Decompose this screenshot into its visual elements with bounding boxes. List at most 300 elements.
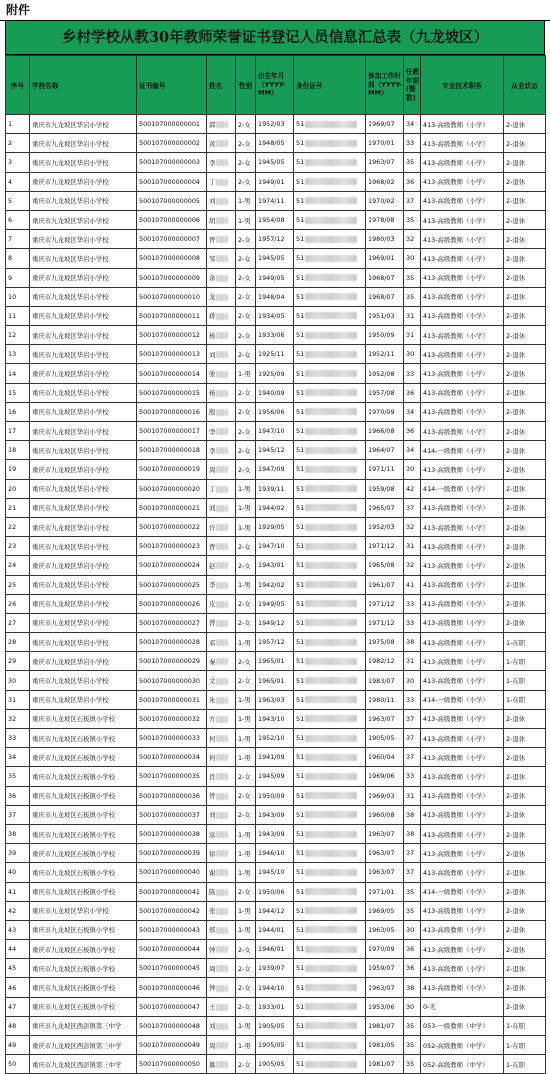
cell-name-text: 涂 (209, 830, 216, 839)
cell-birth-text: 1949/05 (258, 599, 285, 608)
cell-cert (137, 959, 207, 978)
cell-birth-text: 1943/10 (258, 714, 285, 723)
cell-title-text: 413-高级教师（小学） (423, 331, 489, 340)
cell-cert-text: 500107000000033 (139, 734, 200, 743)
cell-id-text: 51 (296, 887, 305, 896)
cell-school (30, 517, 137, 536)
cell-birth-text: 1965/01 (258, 676, 285, 685)
cell-no (6, 1016, 30, 1035)
cell-title (421, 517, 504, 536)
cell-birth (256, 556, 294, 575)
cell-cert-text: 500107000000038 (139, 830, 200, 839)
cell-no-text: 8 (8, 254, 13, 263)
cell-name-text: 张 (209, 907, 216, 916)
cell-work-text: 1905/05 (368, 734, 395, 743)
cell-status-text: 2-退休 (506, 158, 526, 167)
cell-cert (137, 326, 207, 345)
cell-title-text: 413-高级教师（小学） (423, 523, 489, 532)
cell-school-text: 重庆市九龙坡区华岩小学校 (32, 465, 109, 474)
cell-cert-text: 500107000000043 (139, 925, 200, 934)
cell-id (294, 364, 366, 383)
cell-birth (256, 844, 294, 863)
cell-work-text: 1965/07 (368, 503, 395, 512)
cell-name-text: 邹 (209, 254, 216, 263)
redacted-id-mask (305, 677, 357, 684)
cell-gender-text: 1-男 (238, 907, 251, 916)
cell-work (366, 556, 404, 575)
redacted-id-mask (305, 351, 357, 358)
cell-status (504, 287, 546, 306)
cell-gender-text: 1-男 (238, 849, 251, 858)
cell-status-text: 2-退休 (506, 600, 526, 609)
cell-school-text: 重庆市九龙坡区华岩小学校 (32, 178, 109, 187)
cell-status (504, 268, 546, 287)
cell-name-text: 曾 (209, 792, 216, 801)
cell-work (366, 882, 404, 901)
cell-work-text: 1980/11 (368, 695, 395, 704)
cell-title (421, 287, 504, 306)
cell-cert-text: 500107000000031 (139, 695, 200, 704)
cell-gender (236, 383, 256, 402)
cell-no (6, 767, 30, 786)
cell-name-text: 郑 (209, 926, 216, 935)
cell-gender (236, 1036, 256, 1055)
cell-birth (256, 671, 294, 690)
cell-name (207, 729, 236, 748)
cell-gender-text: 1-男 (238, 734, 251, 743)
cell-title-text: 413-高级教师（小学） (423, 389, 489, 398)
cell-cert (137, 345, 207, 364)
cell-name (207, 364, 236, 383)
cell-work (366, 210, 404, 229)
cell-work-text: 1971/12 (368, 542, 395, 551)
cell-years-text: 35 (406, 292, 415, 301)
cell-title (421, 364, 504, 383)
cell-name-text: 赵 (209, 561, 216, 570)
redacted-name-mask (216, 658, 228, 665)
redacted-name-mask (216, 313, 228, 320)
cell-status-text: 2-退休 (506, 792, 526, 801)
cell-birth-text: 1939/07 (258, 964, 285, 973)
cell-status-text: 1-在职 (506, 677, 526, 686)
cell-school (30, 997, 137, 1016)
cell-school-text: 重庆市九龙坡区华岩小学校 (32, 139, 109, 148)
cell-id (294, 959, 366, 978)
redacted-id-mask (305, 178, 357, 185)
cell-birth (256, 441, 294, 460)
cell-birth-text: 1965/01 (258, 657, 285, 666)
cell-id (294, 767, 366, 786)
cell-name-text: 张 (209, 370, 216, 379)
cell-title-text: 413-高级教师（小学） (423, 350, 489, 359)
cell-id (294, 690, 366, 709)
table-row (6, 1016, 546, 1035)
cell-gender (236, 613, 256, 632)
cell-birth-text: 1945/12 (258, 446, 285, 455)
cell-school (30, 383, 137, 402)
redacted-name-mask (216, 562, 228, 569)
cell-cert-text: 500107000000039 (139, 849, 200, 858)
cell-work (366, 671, 404, 690)
cell-birth-text: 1929/05 (258, 523, 285, 532)
cell-name (207, 920, 236, 939)
cell-cert-text: 500107000000022 (139, 523, 200, 532)
cell-cert (137, 172, 207, 191)
cell-birth-text: 1944/10 (258, 983, 285, 992)
cell-gender (236, 191, 256, 210)
cell-birth (256, 613, 294, 632)
cell-years (404, 1055, 421, 1074)
cell-school (30, 345, 137, 364)
cell-status (504, 729, 546, 748)
cell-gender-text: 2-女 (238, 408, 251, 417)
cell-no (6, 882, 30, 901)
cell-title (421, 326, 504, 345)
cell-years (404, 1016, 421, 1035)
cell-status-text: 2-退休 (506, 254, 526, 263)
cell-name (207, 556, 236, 575)
table-row (6, 594, 546, 613)
cell-no (6, 537, 30, 556)
cell-title-text: 413-高级教师（小学） (423, 619, 489, 628)
redacted-id-mask (305, 831, 357, 838)
cell-work-text: 1963/07 (368, 830, 395, 839)
cell-birth (256, 652, 294, 671)
cell-years-text: 38 (406, 810, 415, 819)
cell-id-text: 51 (296, 216, 305, 225)
cell-work-text: 1963/07 (368, 714, 395, 723)
cell-no (6, 824, 30, 843)
redacted-id-mask (305, 773, 357, 780)
cell-name-text: 刘 (209, 504, 216, 513)
cell-id (294, 115, 366, 134)
cell-status-text: 2-退休 (506, 907, 526, 916)
cell-name-text: 周 (209, 1041, 216, 1050)
cell-cert (137, 460, 207, 479)
cell-work (366, 479, 404, 498)
table-row (6, 940, 546, 959)
cell-gender (236, 249, 256, 268)
cell-birth (256, 153, 294, 172)
cell-school-text: 重庆市九龙坡区华岩小学校 (32, 638, 109, 647)
cell-school-text: 重庆市九龙坡区华岩小学校 (32, 389, 109, 398)
cell-gender (236, 517, 256, 536)
redacted-id-mask (305, 619, 357, 626)
redacted-name-mask (216, 735, 228, 742)
cell-work (366, 613, 404, 632)
cell-no-text: 17 (8, 427, 17, 436)
cell-title-text: 413-高级教师（小学） (423, 964, 489, 973)
cell-name (207, 498, 236, 517)
cell-years-text: 33 (406, 695, 415, 704)
cell-gender-text: 1-男 (238, 370, 251, 379)
cell-school-text: 重庆市九龙坡区石板镇小学校 (32, 715, 116, 724)
cell-no (6, 498, 30, 517)
cell-school-text: 重庆市九龙坡区华岩小学校 (32, 408, 109, 417)
cell-title (421, 1055, 504, 1074)
cell-gender-text: 2-女 (238, 984, 251, 993)
table-row (6, 172, 546, 191)
table-row (6, 729, 546, 748)
cell-gender-text: 2-女 (238, 619, 251, 628)
cell-status (504, 556, 546, 575)
cell-name (207, 287, 236, 306)
cell-id (294, 863, 366, 882)
cell-school (30, 306, 137, 325)
cell-birth-text: 1947/10 (258, 427, 285, 436)
cell-status (504, 230, 546, 249)
redacted-id-mask (305, 869, 357, 876)
redacted-id-mask (305, 466, 357, 473)
cell-no-text: 7 (8, 235, 13, 244)
cell-status (504, 383, 546, 402)
cell-title (421, 134, 504, 153)
cell-cert (137, 690, 207, 709)
cell-status-text: 2-退休 (506, 504, 526, 513)
table-row (6, 671, 546, 690)
table-row (6, 517, 546, 536)
cell-name-text: 邓 (209, 638, 216, 647)
cell-title (421, 594, 504, 613)
cell-work-text: 1970/09 (368, 945, 395, 954)
cell-school-text: 重庆市九龙坡区华岩小学校 (32, 331, 109, 340)
cell-no-text: 33 (8, 734, 17, 743)
cell-id-text: 51 (296, 676, 305, 685)
cell-cert (137, 1055, 207, 1074)
cell-cert (137, 633, 207, 652)
cell-birth-text: 1963/03 (258, 695, 285, 704)
cell-cert (137, 920, 207, 939)
cell-cert (137, 824, 207, 843)
cell-no-text: 20 (8, 484, 17, 493)
header-id: 身份证号 (294, 56, 366, 115)
header-status: 从业状态 (504, 56, 546, 115)
cell-school (30, 729, 137, 748)
cell-years-text: 37 (406, 196, 415, 205)
cell-title (421, 402, 504, 421)
cell-school-text: 重庆市九龙坡区华岩小学校 (32, 312, 109, 321)
cell-name-text: 丁 (209, 485, 216, 494)
cell-no (6, 940, 30, 959)
cell-gender (236, 210, 256, 229)
cell-status (504, 652, 546, 671)
cell-id-text: 51 (296, 484, 305, 493)
cell-school (30, 460, 137, 479)
redacted-name-mask (216, 754, 228, 761)
cell-title-text: 052-高级教师（中学） (423, 1060, 489, 1069)
cell-title-text: 413-高级教师（小学） (423, 235, 489, 244)
cell-birth (256, 191, 294, 210)
cell-title-text: 413-高级教师（小学） (423, 868, 489, 877)
redacted-name-mask (216, 716, 228, 723)
cell-id-text: 51 (296, 810, 305, 819)
cell-years (404, 901, 421, 920)
cell-id (294, 652, 366, 671)
redacted-id-mask (305, 1003, 357, 1010)
cell-no-text: 9 (8, 273, 13, 282)
cell-status (504, 134, 546, 153)
table-row (6, 556, 546, 575)
cell-id (294, 920, 366, 939)
cell-no (6, 422, 30, 441)
cell-id (294, 1055, 366, 1074)
redacted-id-mask (305, 140, 357, 147)
cell-no (6, 997, 30, 1016)
cell-birth (256, 824, 294, 843)
redacted-id-mask (305, 946, 357, 953)
cell-school (30, 537, 137, 556)
cell-id (294, 134, 366, 153)
redacted-name-mask (216, 524, 228, 531)
cell-school (30, 959, 137, 978)
redacted-id-mask (305, 735, 357, 742)
cell-birth-text: 1945/09 (258, 772, 285, 781)
cell-work (366, 901, 404, 920)
cell-years (404, 652, 421, 671)
cell-status-text: 2-退休 (506, 523, 526, 532)
cell-birth (256, 1016, 294, 1035)
cell-cert (137, 287, 207, 306)
cell-work (366, 345, 404, 364)
redacted-id-mask (305, 888, 357, 895)
cell-work (366, 633, 404, 652)
cell-gender-text: 2-女 (238, 178, 251, 187)
cell-id-text: 51 (296, 868, 305, 877)
cell-name (207, 172, 236, 191)
cell-birth-text: 1933/06 (258, 331, 285, 340)
cell-name (207, 594, 236, 613)
cell-gender (236, 920, 256, 939)
redacted-id-mask (305, 293, 357, 300)
cell-years (404, 383, 421, 402)
cell-no-text: 36 (8, 791, 17, 800)
cell-birth (256, 402, 294, 421)
cell-birth-text: 1974/11 (258, 196, 285, 205)
cell-birth (256, 210, 294, 229)
cell-name (207, 844, 236, 863)
cell-school-text: 重庆市九龙坡区华岩小学校 (32, 197, 109, 206)
cell-status (504, 172, 546, 191)
cell-school (30, 594, 137, 613)
cell-id (294, 805, 366, 824)
cell-name-text: 李 (209, 427, 216, 436)
cell-school (30, 613, 137, 632)
cell-cert-text: 500107000000017 (139, 427, 200, 436)
cell-id-text: 51 (296, 714, 305, 723)
cell-title (421, 345, 504, 364)
cell-birth (256, 134, 294, 153)
table-row (6, 882, 546, 901)
redacted-name-mask (216, 428, 228, 435)
cell-no (6, 613, 30, 632)
cell-school (30, 786, 137, 805)
cell-school (30, 230, 137, 249)
redacted-id-mask (305, 811, 357, 818)
redacted-name-mask (216, 773, 228, 780)
cell-no (6, 191, 30, 210)
cell-status (504, 422, 546, 441)
table-row (6, 134, 546, 153)
table-row (6, 844, 546, 863)
cell-status (504, 537, 546, 556)
cell-id-text: 51 (296, 523, 305, 532)
cell-gender (236, 844, 256, 863)
cell-cert (137, 805, 207, 824)
cell-birth-text: 1905/05 (258, 1021, 285, 1030)
redacted-id-mask (305, 274, 357, 281)
cell-name-text: 丁 (209, 178, 216, 187)
cell-status-text: 2-退休 (506, 926, 526, 935)
cell-no (6, 115, 30, 134)
cell-birth (256, 1036, 294, 1055)
cell-title (421, 748, 504, 767)
cell-work (366, 115, 404, 134)
cell-years (404, 134, 421, 153)
cell-name (207, 613, 236, 632)
cell-cert (137, 575, 207, 594)
header-name: 姓名 (207, 56, 236, 115)
cell-id (294, 306, 366, 325)
cell-status (504, 345, 546, 364)
cell-status (504, 978, 546, 997)
cell-years-text: 35 (406, 158, 415, 167)
cell-title (421, 690, 504, 709)
cell-years-text: 31 (406, 311, 415, 320)
cell-school-text: 重庆市九龙坡区华岩小学校 (32, 600, 109, 609)
cell-id (294, 882, 366, 901)
cell-work-text: 1983/07 (368, 676, 395, 685)
header-no: 序号 (6, 56, 30, 115)
cell-status-text: 2-退休 (506, 945, 526, 954)
cell-name-text: 余 (209, 274, 216, 283)
cell-title (421, 805, 504, 824)
cell-name-text: 刘 (209, 350, 216, 359)
cell-cert-text: 500107000000018 (139, 446, 200, 455)
redacted-id-mask (305, 600, 357, 607)
cell-title-text: 0-无 (423, 1003, 436, 1012)
sheet-title: 乡村学校从教30年教师荣誉证书登记人员信息汇总表（九龙坡区） (5, 21, 545, 55)
cell-years (404, 153, 421, 172)
cell-gender-text: 2-女 (238, 945, 251, 954)
redacted-name-mask (216, 255, 228, 262)
cell-work (366, 824, 404, 843)
cell-years (404, 249, 421, 268)
cell-name (207, 479, 236, 498)
cell-title (421, 824, 504, 843)
cell-gender (236, 997, 256, 1016)
cell-status-text: 2-退休 (506, 120, 526, 129)
cell-status (504, 594, 546, 613)
redacted-name-mask (216, 889, 228, 896)
redacted-id-mask (305, 581, 357, 588)
cell-cert (137, 1016, 207, 1035)
cell-status (504, 153, 546, 172)
cell-status-text: 2-退休 (506, 139, 526, 148)
redacted-name-mask (216, 159, 228, 166)
cell-years-text: 33 (406, 618, 415, 627)
cell-years-text: 32 (406, 561, 415, 570)
cell-gender-text: 2-女 (238, 446, 251, 455)
cell-work-text: 1968/07 (368, 292, 395, 301)
table-row (6, 633, 546, 652)
cell-title (421, 249, 504, 268)
cell-id-text: 51 (296, 580, 305, 589)
cell-school-text: 重庆市九龙坡区华岩小学校 (32, 216, 109, 225)
cell-birth-text: 1947/10 (258, 542, 285, 551)
cell-no-text: 48 (8, 1021, 17, 1030)
cell-work-text: 1969/01 (368, 254, 395, 263)
redacted-name-mask (216, 582, 228, 589)
